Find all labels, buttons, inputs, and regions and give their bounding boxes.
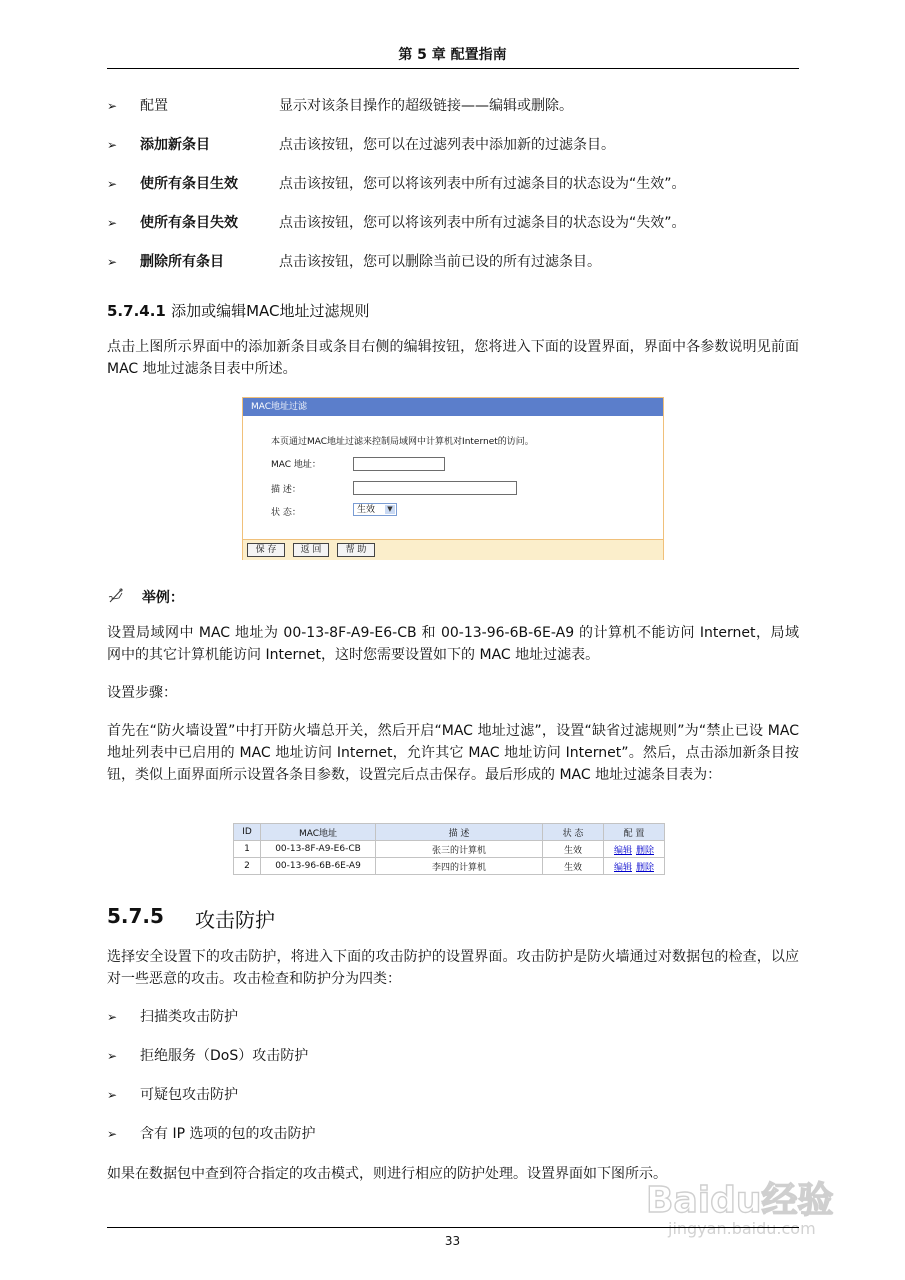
table-row: [234, 841, 665, 858]
save-button[interactable]: 保 存: [247, 543, 285, 557]
bullet-item: [107, 1085, 807, 1105]
row-mac: 00-13-8F-A9-E6-CB: [261, 841, 376, 858]
bullet-item: [107, 1007, 807, 1027]
bullet-term: 删除所有条目: [140, 254, 224, 270]
edit-link[interactable]: 编辑: [613, 845, 632, 856]
footer-rule: [107, 1227, 799, 1228]
status-select[interactable]: [353, 503, 397, 516]
section-heading-575: [107, 904, 275, 932]
page-number: 33: [444, 1234, 461, 1248]
help-button[interactable]: 帮 助: [337, 543, 375, 557]
bullet-term: 添加新条目: [140, 137, 210, 153]
bullet-arrow-icon: ➢: [107, 216, 118, 230]
mac-address-label: MAC 地址：: [271, 460, 321, 470]
chapter-header: 第 5 章 配置指南: [398, 47, 507, 63]
delete-link[interactable]: 删除: [636, 862, 655, 873]
watermark-brand: Baidu经验: [646, 1180, 834, 1221]
edit-link[interactable]: 编辑: [613, 862, 632, 873]
bullet-item: [107, 1046, 807, 1066]
row-config: [604, 841, 665, 858]
example-title: 举例：: [141, 590, 184, 606]
bullet-item: [107, 174, 807, 194]
row-config: [604, 858, 665, 875]
bullet-text: 扫描类攻击防护: [140, 1009, 238, 1025]
intro-paragraph: 点击上图所示界面中的添加新条目或条目右侧的编辑按钮，您将进入下面的设置界面，界面中各参数说明见前面 MAC 地址过滤条目表中所述。: [107, 339, 799, 377]
back-button[interactable]: 返 回: [293, 543, 329, 557]
row-mac: 00-13-96-6B-6E-A9: [261, 858, 376, 875]
steps-label: 设置步骤：: [107, 685, 177, 701]
status-select-value: 生效: [357, 505, 376, 515]
column-header: 描 述: [376, 824, 543, 841]
section-heading-5741: [107, 300, 370, 321]
watermark-url: jingyan.baidu.com: [668, 1219, 816, 1238]
bullet-arrow-icon: ➢: [107, 1049, 118, 1063]
section-title: 添加或编辑MAC地址过滤规则: [171, 302, 370, 320]
bullet-arrow-icon: ➢: [107, 1088, 118, 1102]
bullet-arrow-icon: ➢: [107, 177, 118, 191]
description-input[interactable]: [353, 481, 517, 495]
table-row: [234, 858, 665, 875]
row-description: 张三的计算机: [376, 841, 543, 858]
bullet-desc: 点击该按钮，您可以将该列表中所有过滤条目的状态设为“生效”。: [279, 176, 686, 192]
section-number: 5.7.5: [107, 904, 164, 928]
section-number: 5.7.4.1: [107, 302, 166, 320]
baidu-watermark-logo: [640, 1170, 860, 1240]
bullet-item: [107, 96, 807, 116]
bullet-text: 含有 IP 选项的包的攻击防护: [140, 1126, 316, 1142]
column-header: 状 态: [543, 824, 604, 841]
bullet-item: [107, 1124, 807, 1144]
row-id: 2: [234, 858, 261, 875]
steps-paragraph: 首先在“防火墙设置”中打开防火墙总开关，然后开启“MAC 地址过滤”，设置“缺省过滤规则”为“禁止已设 MAC 地址列表中已启用的 MAC 地址访问 Internet，允许其它 MAC 地址访问 Internet”。然后，点击添加新条目按钮，类似上面界面所示设置各条目参数，设置完后点击保存。最后形成的 MAC 地址过滤条目表为：: [107, 723, 799, 783]
example-paragraph: 设置局域网中 MAC 地址为 00-13-8F-A9-E6-CB 和 00-13-96-6B-6E-A9 的计算机不能访问 Internet，局域网中的其它计算机能访问 Internet，这时您需要设置如下的 MAC 地址过滤表。: [107, 625, 799, 663]
chevron-down-icon: ▼: [385, 505, 395, 514]
status-label: 状 态：: [271, 508, 301, 518]
row-status: 生效: [543, 858, 604, 875]
table-header-row: [234, 824, 665, 841]
bullet-arrow-icon: ➢: [107, 1010, 118, 1024]
mac-filter-form: [242, 397, 664, 560]
bullet-term: 配置: [140, 98, 168, 114]
mac-address-input[interactable]: [353, 457, 445, 471]
description-label: 描 述：: [271, 485, 301, 495]
bullet-term: 使所有条目失效: [140, 215, 238, 231]
section-title: 攻击防护: [195, 908, 275, 932]
bullet-desc: 点击该按钮，您可以删除当前已设的所有过滤条目。: [279, 254, 601, 270]
bullet-item: [107, 213, 807, 233]
closing-paragraph: 如果在数据包中查到符合指定的攻击模式，则进行相应的防护处理。设置界面如下图所示。: [107, 1166, 667, 1182]
bullet-item: [107, 252, 807, 272]
column-header: 配 置: [604, 824, 665, 841]
bullet-text: 可疑包攻击防护: [140, 1087, 238, 1103]
bullet-desc: 点击该按钮，您可以将该列表中所有过滤条目的状态设为“失效”。: [279, 215, 686, 231]
example-heading: [107, 585, 184, 607]
bullet-term: 使所有条目生效: [140, 176, 238, 192]
row-description: 李四的计算机: [376, 858, 543, 875]
bullet-desc: 显示对该条目操作的超级链接——编辑或删除。: [279, 98, 573, 114]
attack-intro-paragraph: 选择安全设置下的攻击防护，将进入下面的攻击防护的设置界面。攻击防护是防火墙通过对数据包的检查，以应对一些恶意的攻击。攻击检查和防护分为四类：: [107, 949, 799, 987]
bullet-arrow-icon: ➢: [107, 99, 118, 113]
bullet-desc: 点击该按钮，您可以在过滤列表中添加新的过滤条目。: [279, 137, 615, 153]
form-button-bar: [243, 539, 663, 560]
bullet-text: 拒绝服务（DoS）攻击防护: [140, 1048, 309, 1064]
bullet-arrow-icon: ➢: [107, 255, 118, 269]
row-status: 生效: [543, 841, 604, 858]
bullet-item: [107, 135, 807, 155]
pen-note-icon: [107, 585, 127, 605]
header-rule: [107, 68, 799, 69]
bullet-arrow-icon: ➢: [107, 1127, 118, 1141]
form-title-bar: MAC地址过滤: [243, 398, 663, 416]
row-id: 1: [234, 841, 261, 858]
column-header: ID: [234, 824, 261, 841]
column-header: MAC地址: [261, 824, 376, 841]
delete-link[interactable]: 删除: [636, 845, 655, 856]
mac-filter-table: [233, 823, 665, 875]
bullet-arrow-icon: ➢: [107, 138, 118, 152]
form-description: 本页通过MAC地址过滤来控制局域网中计算机对Internet的访问。: [271, 437, 534, 447]
